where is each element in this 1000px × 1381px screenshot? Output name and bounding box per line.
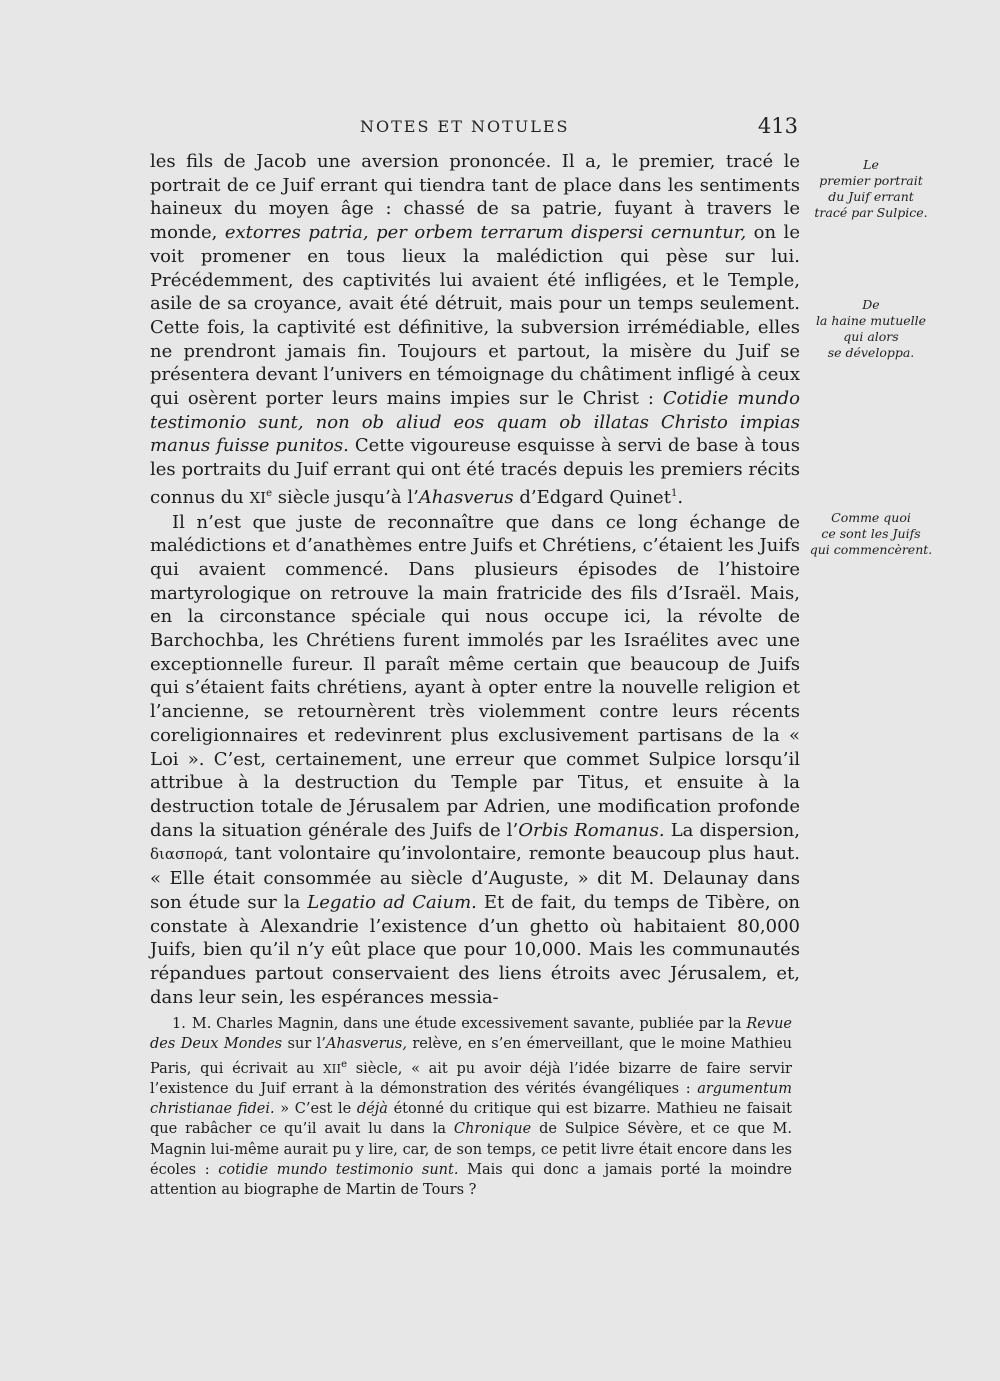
work-title: Ahasverus [418,486,514,508]
margin-note-line: qui alors [843,329,899,344]
paragraph-2 [150,511,800,1010]
footnote-paragraph [150,1014,792,1201]
text-run: . [677,486,684,508]
text-run: La dispersion, [664,819,801,841]
footnote-reference: 1 [670,487,678,499]
work-title: Revue des Deux Mondes [150,1016,792,1053]
century-numeral: XII [323,1061,342,1076]
text-run: sur l’ [282,1036,326,1053]
text-run: relève, en s’en émerveillant, que le moine Mathieu Paris, qui écrivait au [150,1036,792,1077]
text-run: de Sulpice Sévère, et ce que M. Magnin lui-même aurait pu y lire, car, de son temps, ce petit livre était encore dans les écoles : [150,1121,792,1178]
emphasis: déjà [356,1101,388,1118]
footnote-number: 1. [172,1016,186,1032]
text-run: M. Charles Magnin, dans une étude excessivement savante, publiée par la [191,1016,747,1032]
text-run: les fils de Jacob une aversion prononcée. Il a, le premier, tracé le portrait de ce Juif errant qui tiendra tant de place dans les sentiments haineux du moyen âge : chassé de sa patrie, fuyant à travers le monde, [150,151,800,244]
paragraph-1 [150,150,800,511]
margin-note-line: tracé par Sulpice. [814,205,928,220]
text-run: d’Edgard Quinet [513,486,671,508]
margin-note-line: du Juif errant [828,189,914,204]
margin-note-2 [806,297,936,361]
text-run: Cette vigoureuse esquisse à servi de base à tous les portraits du Juif errant qui ont été tracés depuis les premiers récits connus du [150,435,800,508]
latin-quote: argumentum christianae fidei. [150,1080,792,1118]
superscript: e [341,1058,348,1070]
text-run: Et de fait, du temps de Tibère, on constate à Alexandrie l’existence d’un ghetto où habitaient 80,000 Juifs, bien qu’il n’y eût place que pour 10,000. Mais les communautés répandues partout conservaient des liens étroits avec Jérusalem, et, dans leur sein, les espérances messia- [150,891,800,1008]
margin-note-3 [806,510,936,558]
text-run: Il n’est que juste de reconnaître que dans ce long échange de malédictions et d’anathèmes entre Juifs et Chrétiens, c’étaient les Juifs qui avaient commencé. Dans plusieurs épisodes de l’histoire martyrologique on retrouve la main fratricide des fils d’Israël. Mais, en la circonstance spéciale qui nous occupe ici, la révolte de Barchochba, les Chrétiens furent immolés par les Israélites avec une exceptionnelle fureur. Il paraît même certain que beaucoup de Juifs qui s’étaient faits chrétiens, ayant à opter entre la nouvelle religion et l’ancienne, se retournèrent très violemment contre leurs récents coreligionnaires et redevinrent plus exclusivement partisans de la « Loi ». C’est, certainement, une erreur que commet Sulpice lorsqu’il attribue à la destruction du Temple par Titus, et ensuite à la destruction totale de Jérusalem par Adrien, une modification profonde dans la situation générale des Juifs de l’ [150,511,801,841]
page-number: 413 [757,114,798,138]
work-title: Legatio ad Caium. [307,891,477,913]
footnote [150,1014,792,1201]
text-run: tant volontaire qu’involontaire, remonte beaucoup plus haut. « Elle était consommée au siècle d’Auguste, » dit M. Delaunay dans son étude sur la [150,843,800,913]
text-run: siècle, « ait pu avoir déjà l’idée bizarre de faire servir l’existence du Juif errant à la démonstration des vérités évangéliques : [150,1060,792,1097]
margin-note-line: se développa. [827,345,915,360]
running-title: NOTES ET NOTULES [360,117,570,136]
main-text [150,150,800,1009]
margin-note-line: la haine mutuelle [815,313,927,328]
work-title: Ahasverus, [325,1036,407,1053]
text-run: on le voit promener en tous lieux la malédiction qui pèse sur lui. Précédemment, des captivités lui avaient été infligées, et le Temple, asile de sa croyance, avait été détruit, mais pour un temps seulement. Cette fois, la captivité est définitive, la subversion irrémédiable, elles ne prendront jamais fin. Toujours et partout, la misère du Juif se présentera devant l’univers en témoignage du châtiment infligé à ceux qui osèrent porter leurs mains impies sur le Christ : [150,222,800,410]
text-run: étonné du critique qui est bizarre. Mathieu ne faisait que rabâcher ce qu’il avait lu dans la [150,1101,792,1138]
text-run: siècle jusqu’à l’ [272,486,419,508]
margin-note-line: ce sont les Juifs [821,526,921,541]
margin-note-line: De [862,297,880,312]
page-header [150,114,800,141]
text-run: » C’est le [274,1101,357,1118]
text-run: Mais qui donc a jamais porté la moindre attention au biographe de Martin de Tours ? [150,1161,792,1199]
margin-note-line: Comme quoi [831,510,911,525]
margin-note-line: premier portrait [819,173,923,188]
century-numeral: XI [249,488,267,507]
margin-note-1 [806,157,936,221]
latin-quote: cotidie mundo testimonio sunt. [218,1161,459,1178]
latin-quote: Cotidie mundo testimonio sunt, non ob aliud eos quam ob illatas Christo impias manus fuisse punitos. [150,388,800,457]
latin-term: Orbis Romanus. [518,819,665,841]
work-title: Chronique [453,1121,532,1138]
latin-quote: extorres patria, per orbem terrarum dispersi cernuntur, [224,222,747,244]
margin-note-line: qui commencèrent. [809,542,933,557]
superscript: e [266,487,273,499]
greek-term: διασπορά, [150,845,228,864]
margin-note-line: Le [863,157,879,172]
